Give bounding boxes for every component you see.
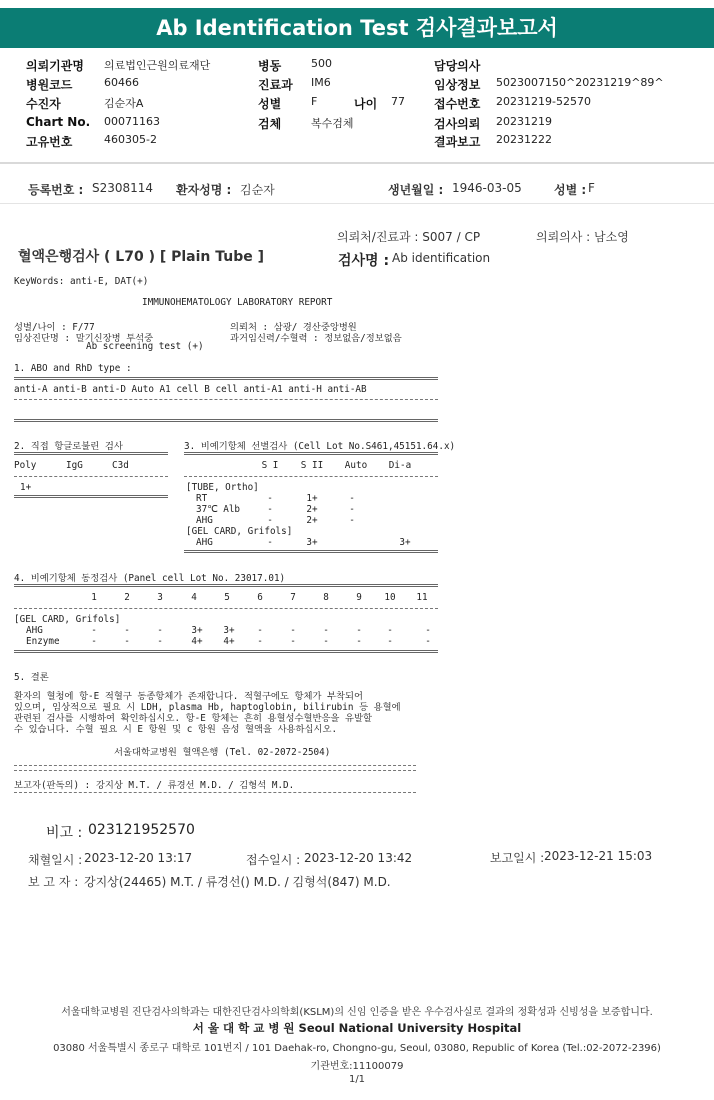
- screen-cell: 3+: [306, 537, 318, 548]
- panel-cell: -: [91, 625, 97, 636]
- header-value: 460305-2: [104, 133, 157, 146]
- header-label: 성별: [258, 97, 282, 111]
- header-value: 20231219: [496, 115, 552, 128]
- section-4-title: 4. 비예기항체 동정검사 (Panel cell Lot No. 23017.01): [14, 573, 286, 584]
- panel-cell: -: [124, 636, 130, 647]
- screen-cell: -: [267, 537, 273, 548]
- panel-col: 1: [91, 592, 97, 603]
- conclusion-line: 있으며, 임상적으로 필요 시 LDH, plasma Hb, haptoglobin, bilirubin 등 용혈에: [14, 702, 401, 713]
- panel-cell: -: [157, 636, 163, 647]
- panel-col: 9: [356, 592, 362, 603]
- certification-text: 서울대학교병원 진단검사의학과는 대한진단검사의학회(KSLM)의 신임 인증을 받은 우수검사실로 결과의 정확성과 신빙성을 보증합니다.: [61, 1007, 653, 1018]
- panel-cell: -: [124, 625, 130, 636]
- dob-value: 1946-03-05: [452, 181, 522, 195]
- header-value: 복수검체: [311, 117, 354, 130]
- dat-col-c3d: C3d: [112, 460, 129, 471]
- screen-cell: 2+: [306, 515, 318, 526]
- header-label: 고유번호: [26, 135, 73, 149]
- header-label: 의뢰기관명: [26, 59, 84, 73]
- sex-value: F: [588, 181, 595, 195]
- report-date-value: 2023-12-21 15:03: [544, 849, 653, 863]
- section-1-title: 1. ABO and RhD type :: [14, 363, 132, 374]
- report-title: Ab Identification Test 검사결과보고서: [0, 8, 714, 48]
- referrer: 의뢰처 : 삼광/ 경산중앙병원: [230, 322, 357, 333]
- panel-cell: 3+: [223, 625, 235, 636]
- test-name-label: 검사명 :: [338, 253, 390, 269]
- panel-cell: -: [425, 625, 431, 636]
- rule: [14, 399, 438, 400]
- panel-cell: -: [425, 636, 431, 647]
- header-value: 20231219-52570: [496, 95, 591, 108]
- screen-cell: -: [349, 504, 355, 515]
- doctor-info: 의뢰의사 : 남소영: [536, 230, 629, 244]
- header-label: Chart No.: [26, 115, 91, 129]
- screen-group-label: [TUBE, Ortho]: [186, 482, 259, 493]
- panel-cell: -: [157, 625, 163, 636]
- panel-cell: -: [387, 625, 393, 636]
- panel-cell: -: [356, 625, 362, 636]
- panel-cell: -: [323, 636, 329, 647]
- screen-cell: 1+: [306, 493, 318, 504]
- collect-label: 채혈일시 :: [28, 853, 83, 867]
- panel-cell: -: [323, 625, 329, 636]
- reg-value: S2308114: [92, 181, 154, 195]
- abo-columns: anti-A anti-B anti-D Auto A1 cell B cell anti-A1 anti-H anti-AB: [14, 384, 367, 395]
- age-value: 77: [391, 95, 405, 108]
- section-3-title: 3. 비예기항체 선별검사 (Cell Lot No.S461,45151.64.x): [184, 441, 456, 452]
- screen-cell: -: [267, 493, 273, 504]
- header-label: 수진자: [26, 97, 61, 111]
- rule: [14, 770, 416, 771]
- divider: [0, 162, 714, 164]
- dob-label: 생년월일 :: [388, 183, 444, 197]
- diagnosis-2: Ab screening test (+): [86, 341, 204, 352]
- panel-cell: -: [290, 625, 296, 636]
- hospital-name: 서 울 대 학 교 병 원 Seoul National University Hospital: [192, 1021, 522, 1035]
- screen-group-label: [GEL CARD, Grifols]: [186, 526, 293, 537]
- double-rule: [14, 452, 168, 455]
- panel-cell: -: [91, 636, 97, 647]
- hospital-address: 03080 서울특별시 종로구 대학로 101번지 / 101 Daehak-ro, Chongno-gu, Seoul, 03080, Republic of Korea (Tel.:02-2072-2396): [53, 1043, 661, 1054]
- reporter-value: 강지상(24465) M.T. / 류경선() M.D. / 김형석(847) M.D.: [84, 875, 391, 889]
- conclusion-line: 수 있습니다. 수혈 필요 시 E 항원 및 c 항원 음성 혈액을 사용하십시오.: [14, 724, 338, 735]
- double-rule: [184, 452, 438, 455]
- screen-col: Di-a: [388, 460, 412, 471]
- header-label: 검체: [258, 117, 282, 131]
- dept-info: 의뢰처/진료과 : S007 / CP: [337, 230, 481, 244]
- section-5-title: 5. 결론: [14, 672, 49, 683]
- panel-cell: 4+: [223, 636, 235, 647]
- sex-age: 성별/나이 : F/77: [14, 322, 95, 333]
- panel-cell: -: [257, 625, 263, 636]
- receive-value: 2023-12-20 13:42: [304, 851, 413, 865]
- header-value: 김순자A: [104, 97, 144, 110]
- header-value: F: [311, 95, 318, 108]
- header-value: 60466: [104, 76, 139, 89]
- conclusion-line: 환자의 혈청에 항-E 적혈구 동종항체가 존재합니다. 적혈구에도 항체가 부착되어: [14, 691, 363, 702]
- screen-col: Auto: [344, 460, 368, 471]
- header-label: 담당의사: [434, 59, 481, 73]
- header-value: 의료법인근원의료재단: [104, 59, 211, 72]
- name-value: 김순자: [240, 183, 275, 197]
- dat-col-poly: Poly: [14, 460, 37, 471]
- screen-row-label: AHG: [196, 537, 213, 548]
- receive-label: 접수일시 :: [246, 853, 301, 867]
- rule: [14, 608, 438, 609]
- panel-col: 10: [384, 592, 396, 603]
- test-name-value: Ab identification: [392, 251, 491, 265]
- screen-row-label: RT: [196, 493, 208, 504]
- header-label: 접수번호: [434, 97, 481, 111]
- conclusion-line: 관련된 검사를 시행하여 확인하십시오. 항-E 항체는 흔히 용혈성수혈반응을 유발할: [14, 713, 372, 724]
- screen-cell: -: [349, 515, 355, 526]
- screen-col: S I: [261, 460, 279, 471]
- name-label: 환자성명 :: [176, 183, 232, 197]
- panel-cell: -: [356, 636, 362, 647]
- double-rule: [14, 584, 438, 587]
- header-label: 진료과: [258, 78, 293, 92]
- double-rule: [14, 495, 168, 498]
- lab-report-title: IMMUNOHEMATOLOGY LABORATORY REPORT: [142, 297, 333, 308]
- double-rule: [184, 550, 438, 553]
- panel-col: 7: [290, 592, 296, 603]
- report-reporters: 보고자(판독의) : 강지상 M.T. / 류경선 M.D. / 김형석 M.D.: [14, 780, 295, 791]
- reporter-label: 보 고 자 :: [28, 875, 79, 889]
- header-value: 00071163: [104, 115, 160, 128]
- header-label: 검사의뢰: [434, 117, 481, 131]
- rule: [14, 792, 416, 793]
- panel-col: 5: [224, 592, 230, 603]
- header-value: 5023007150^20231219^89^: [496, 76, 664, 89]
- header-label: 임상정보: [434, 78, 481, 92]
- blood-bank: 서울대학교병원 혈액은행 (Tel. 02-2072-2504): [114, 747, 331, 758]
- double-rule: [14, 377, 438, 380]
- dat-col-igg: IgG: [66, 460, 83, 471]
- institution-number: 기관번호:11100079: [310, 1061, 404, 1072]
- history: 과거임신력/수혈력 : 정보없음/정보없음: [230, 333, 402, 344]
- screen-cell: -: [349, 493, 355, 504]
- report-date-label: 보고일시 :: [490, 851, 545, 865]
- screen-cell: 3+: [399, 537, 411, 548]
- header-label: 병동: [258, 59, 282, 73]
- header-value: 500: [311, 57, 332, 70]
- screen-col: S II: [300, 460, 324, 471]
- panel-col: 3: [157, 592, 163, 603]
- panel-col: 11: [416, 592, 428, 603]
- panel-cell: 3+: [191, 625, 203, 636]
- panel-cell: -: [290, 636, 296, 647]
- screen-row-label: AHG: [196, 515, 213, 526]
- double-rule: [14, 650, 438, 653]
- screen-cell: -: [267, 515, 273, 526]
- note-label: 비고 :: [46, 825, 83, 841]
- keywords: KeyWords: anti-E, DAT(+): [14, 276, 149, 287]
- double-rule: [14, 419, 438, 422]
- header-value: IM6: [311, 76, 331, 89]
- panel-group-label: [GEL CARD, Grifols]: [14, 614, 121, 625]
- panel-cell: -: [387, 636, 393, 647]
- panel-col: 4: [191, 592, 197, 603]
- panel-row-label: AHG: [26, 625, 43, 636]
- collect-value: 2023-12-20 13:17: [84, 851, 193, 865]
- divider: [0, 203, 714, 204]
- panel-col: 2: [124, 592, 130, 603]
- screen-cell: -: [267, 504, 273, 515]
- panel-row-label: Enzyme: [26, 636, 60, 647]
- header-label: 병원코드: [26, 78, 73, 92]
- panel-col: 6: [257, 592, 263, 603]
- rule: [184, 476, 438, 477]
- test-group: 혈액은행검사 ( L70 ) [ Plain Tube ]: [18, 249, 265, 265]
- panel-cell: -: [257, 636, 263, 647]
- panel-col: 8: [323, 592, 329, 603]
- reg-label: 등록번호 :: [28, 183, 84, 197]
- screen-cell: 2+: [306, 504, 318, 515]
- panel-cell: 4+: [191, 636, 203, 647]
- header-label: 결과보고: [434, 135, 481, 149]
- header-value: 20231222: [496, 133, 552, 146]
- dat-poly-value: 1+: [20, 482, 32, 493]
- note-value: 023121952570: [88, 822, 195, 838]
- sex-label: 성별 :: [554, 183, 587, 197]
- rule: [14, 765, 416, 766]
- screen-row-label: 37℃ Alb: [196, 504, 241, 515]
- section-2-title: 2. 직접 항글로불린 검사: [14, 441, 123, 452]
- rule: [14, 476, 168, 477]
- page-number: 1/1: [348, 1074, 366, 1085]
- age-label: 나이: [354, 97, 378, 111]
- diagnosis: 임상진단명 : 말기신장병 투석중: [14, 333, 154, 344]
